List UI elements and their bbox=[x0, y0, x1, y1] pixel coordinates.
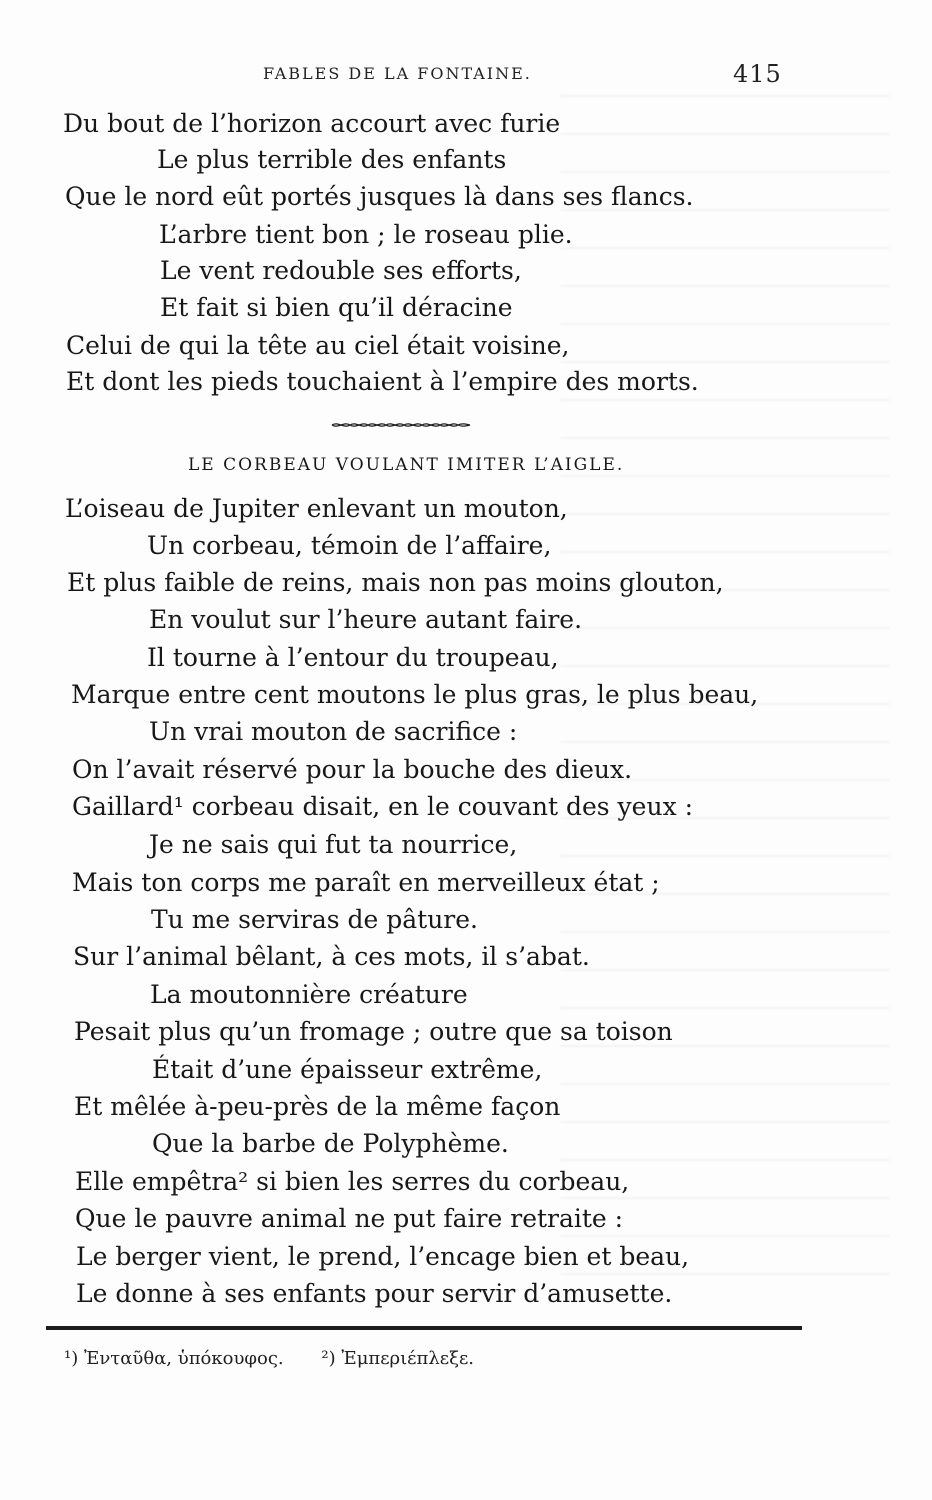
footnote-rule bbox=[46, 1326, 802, 1330]
page-number: 415 bbox=[733, 60, 782, 88]
poem-line: Que le pauvre animal ne put faire retraite : bbox=[75, 1204, 624, 1233]
running-head: FABLES DE LA FONTAINE. bbox=[263, 64, 532, 83]
poem-line: Pesait plus qu’un fromage ; outre que sa toison bbox=[74, 1017, 673, 1046]
poem-line: Et fait si bien qu’il déracine bbox=[160, 293, 513, 322]
poem-line: Le donne à ses enfants pour servir d’amusette. bbox=[76, 1279, 673, 1308]
footnote-2: ²) Ἐμπεριέπλεξε. bbox=[321, 1348, 475, 1369]
footnotes bbox=[64, 1348, 506, 1369]
poem-line: Marque entre cent moutons le plus gras, le plus beau, bbox=[71, 680, 759, 709]
ornamental-divider-icon bbox=[330, 420, 472, 430]
section-divider bbox=[330, 420, 472, 430]
poem-line: Le vent redouble ses efforts, bbox=[160, 256, 522, 285]
poem-line: Mais ton corps me paraît en merveilleux état ; bbox=[72, 868, 660, 897]
poem-line: Et mêlée à-peu-près de la même façon bbox=[74, 1092, 561, 1121]
poem-line: Et plus faible de reins, mais non pas moins glouton, bbox=[67, 568, 724, 597]
poem-line: Le plus terrible des enfants bbox=[157, 145, 507, 174]
poem-line: Il tourne à l’entour du troupeau, bbox=[147, 643, 559, 672]
poem-line: L’arbre tient bon ; le roseau plie. bbox=[159, 220, 573, 249]
poem-line: Celui de qui la tête au ciel était voisine, bbox=[66, 331, 570, 360]
footnote-1: ¹) Ἐνταῦθα, ὑπόκουφος. bbox=[64, 1348, 284, 1369]
fable-title: LE CORBEAU VOULANT IMITER L’AIGLE. bbox=[188, 455, 625, 475]
poem-line: Je ne sais qui fut ta nourrice, bbox=[149, 830, 518, 859]
poem-line: Gaillard¹ corbeau disait, en le couvant des yeux : bbox=[72, 792, 694, 821]
poem-line: Un corbeau, témoin de l’affaire, bbox=[147, 531, 552, 560]
poem-line: Sur l’animal bêlant, à ces mots, il s’abat. bbox=[73, 942, 590, 971]
poem-line: Un vrai mouton de sacrifice : bbox=[149, 717, 518, 746]
poem-line: Et dont les pieds touchaient à l’empire des morts. bbox=[66, 367, 699, 396]
poem-line: Était d’une épaisseur extrême, bbox=[152, 1055, 543, 1084]
poem-line: Du bout de l’horizon accourt avec furie bbox=[63, 109, 561, 138]
poem-line: Le berger vient, le prend, l’encage bien et beau, bbox=[76, 1242, 690, 1271]
poem-line: On l’avait réservé pour la bouche des dieux. bbox=[72, 755, 633, 784]
poem-line: En voulut sur l’heure autant faire. bbox=[149, 605, 583, 634]
poem-line: L’oiseau de Jupiter enlevant un mouton, bbox=[65, 494, 568, 523]
poem-line: Que le nord eût portés jusques là dans ses flancs. bbox=[65, 182, 694, 211]
poem-line: Tu me serviras de pâture. bbox=[151, 905, 478, 934]
poem-line: Elle empêtra² si bien les serres du corbeau, bbox=[75, 1167, 630, 1196]
poem-line: La moutonnière créature bbox=[150, 980, 468, 1009]
poem-line: Que la barbe de Polyphème. bbox=[152, 1129, 509, 1158]
